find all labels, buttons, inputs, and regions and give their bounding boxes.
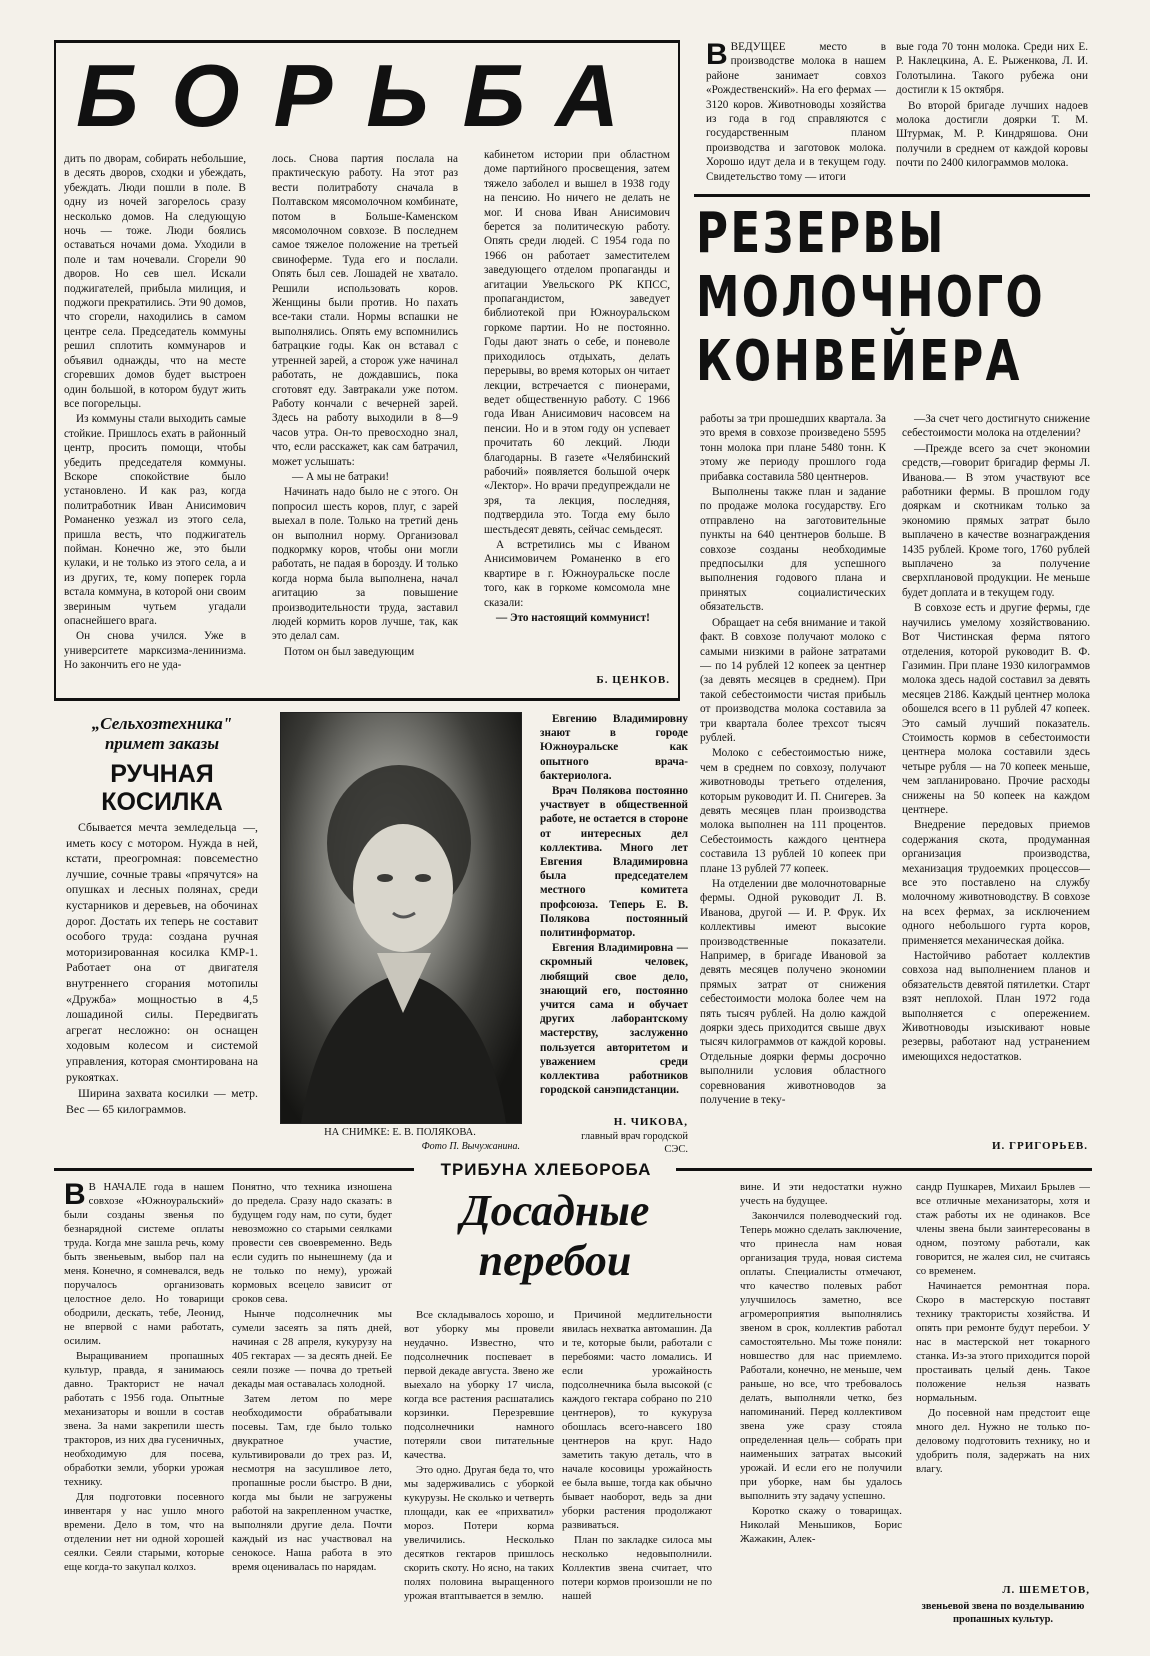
borba-column-2 (272, 152, 458, 692)
reserves-column-1 (700, 412, 886, 1156)
polyakova-paragraph: Евгения Владимировна — скромный человек, любящий свое дело, знающий его, постоянно учится сама и обучает других лаборантскому мастерству, заслуженно пользуется авторитетом и уважением среди коллектива работников городской санэпидстанции. (540, 942, 688, 1097)
borba-paragraph: Из коммуны стали выходить самые стойкие. Пришлось ехать в районный центр, просить помощи, чтобы убедить председателя коммуны. Вскоре спокойствие было установлено. И как раз, когда политработник Иван Анисимович Романенко уезжал из этого села, пришла весть, что поджигатель пойман. Конечно же, это были кулаки, и не только из этого села, а и из других, те, кому поперек горла встала коммуна, в которой они своим звериным чутьем угадали опаснейшего врага. (64, 413, 246, 627)
kosilka-paragraph: Сбывается мечта земледельца —, иметь косу с мотором. Нужда в ней, кстати, преогромная: повсеместно лучшие, сочные травы «прячутся» на опушках и лесных полянах, среди кустарников и деревьев, на обочинах дорог. Достать их теперь не составит особого труда: создана ручная моторизированная косилка КМР-1. Работает она от двигателя внутреннего сгорания мотопилы «Дружба» мощностью в 4,5 лошадиной силы. Передвигать агрегат несложно: он оснащен ходовым колесом и системой управления, которая смонтирована на рукоятках. (66, 820, 258, 1084)
dosadnye-title (420, 1186, 690, 1286)
reserves-paragraph: вые года 70 тонн молока. Среди них Е. Р. Наклецкина, А. Е. Рыженкова, Л. И. Голотылина. Такого рубежа они достигли к 15 октября. (896, 41, 1088, 97)
kosilka-body (66, 820, 258, 1150)
borba-column-1 (64, 152, 246, 692)
reserves-title-line: РЕЗЕРВЫ (696, 201, 946, 266)
borba-quote: — Это настоящий коммунист! (496, 612, 650, 624)
dosadnye-column-4 (562, 1308, 712, 1646)
dosadnye-author-role: звеньевой звена по возделыванию пропашных культур. (921, 1601, 1085, 1625)
dosadnye-rubric: ТРИБУНА ХЛЕБОРОБА (440, 1160, 652, 1179)
kosilka-paragraph: Ширина захвата косилки — метр. Вес — 65 килограммов. (66, 1086, 258, 1116)
dosadnye-paragraph: Начинается ремонтная пора. Скоро в мастерскую поставят технику трактористы хозяйства. И опять при ремонте будут перебои. У нас в мастерской нет токарного станка. Из-за этого приходится порой простаивать целый день. Такое положение нельзя назвать нормальным. (916, 1280, 1090, 1404)
dosadnye-column-1 (64, 1180, 224, 1646)
dosadnye-paragraph: План по закладке силоса мы несколько недовыполнили. Коллектив звена считает, что потери кормов произошли не по нашей (562, 1534, 712, 1602)
dosadnye-author: Л. ШЕМЕТОВ, (1002, 1584, 1090, 1596)
photo-caption: НА СНИМКЕ: Е. В. ПОЛЯКОВА. (324, 1127, 476, 1138)
kosilka-kicker-line: „Сельхозтехника" (91, 714, 233, 733)
borba-paragraph: дить по дворам, собирать небольшие, в десять дворов, сходки и убеждать, убеждать. Люди пошли в поле. В одну из ночей загорелось сразу несколько домов. На следующую ночь — тоже. Люди боялись оставаться ночами дома. Уходили в поле и там ночевали. Сгорели 90 дворов. Но сев шел. Искали поджигателей, прибыла милиция, и поджоги прекратились. Эти 90 домов, что сгорели, находились в самом центре села. Председатель коммуны решил сплотить коммунаров и объявил однажды, что на месте сгоревших домов будет выстроен один большой, в котором будут жить все погорельцы. (64, 153, 246, 410)
borba-right-rule (678, 40, 680, 700)
reserves-paragraph: Во второй бригаде лучших надоев молока достигли доярки Т. М. Штурмак, М. Р. Киндряшова. Они получили в среднем от каждой коровы почти по 2400 килограммов молока. (896, 99, 1088, 170)
borba-paragraph: кабинетом истории при областном доме партийного просвещения, затем тяжело заболел и вышел в 1938 году на пенсию. Но ничего не делать не мог. И снова Иван Анисимович берется за политическую работу. Опять среди людей. С 1954 года по 1966 он работает заместителем заведующего отделом пропаганды и агитации Увельского РК КПСС, пропагандистом, заведует библиотекой при Южноуральском горкоме партии. Но не постоянно. Годы дают знать о себе, и поневоле приходилось отдыхать, делать перерывы, во время которых он читает лекции, встречается с пионерами, ведет общественную работу. С 1966 года Иван Анисимович насовсем на пенсии. Но и в этом году он успевает прочитать 60 лекций. Люди благодарны. В газете «Челябинский рабочий» появляется большой очерк «Лектор». Но врачи предупреждали не зря, та лекция, последняя, подтвердила это. Тогда ему было шестьдесят девять, сейчас семьдесят. (484, 149, 670, 536)
reserves-top-rule (694, 194, 1090, 197)
reserves-paragraph: Обращает на себя внимание и такой факт. В совхозе получают молоко с самыми низкими в районе затратами — по 14 рублей 12 копеек за центнер (за девять месяцев в среднем). При такой себестоимости чистая прибыль от производства молока составила за три квартала более трехсот тысяч рублей. (700, 616, 886, 744)
polyakova-author: Н. ЧИКОВА, (613, 1116, 688, 1128)
dosadnye-paragraph: Нынче подсолнечник мы сумели засеять за пять дней, начиная с 28 апреля, кукурузу на 405 гектарах — за десять дней. Ее сеяли позже — почва до третьей декады мая оставалась холодной. (232, 1308, 392, 1390)
bottom-rule-left (54, 1168, 414, 1171)
portrait-photo (280, 712, 522, 1124)
dosadnye-paragraph: Это одно. Другая беда то, что мы задерживались с уборкой кукурузы. Не сколько и четверть площади, как ее «прихватил» мороз. Потери корма увеличились. Несколько десятков гектаров пришлось скорить скоту. Но ясно, на таких полях половина выращенного урожая втаптывается в землю. (404, 1464, 554, 1602)
dosadnye-column-2 (232, 1180, 392, 1646)
reserves-paragraph: —За счет чего достигнуто снижение себестоимости молока на отделении? (902, 413, 1090, 440)
reserves-title-line: КОНВЕЙЕРА (696, 329, 1022, 394)
dosadnye-paragraph: До посевной нам предстоит еще много дел. Нужно не только по-деловому подготовить технику, но и удобрить поля, задержать на них влагу. (916, 1407, 1090, 1475)
borba-paragraph: Потом он был заведующим (284, 645, 415, 658)
kosilka-title-line: РУЧНАЯ (110, 760, 214, 788)
dosadnye-paragraph: Для подготовки посевного инвентаря у нас ушло много времени. Дело в том, что на отделении нет ни одной хорошей сеялки. Сеяли старыми, которые еще когда-то закупал колхоз. (64, 1491, 224, 1573)
dosadnye-title-line: Досадные (460, 1186, 650, 1235)
borba-paragraph: лось. Снова партия послала на практическую работу. На этот раз вести политработу сначала в Полтавском мясомолочном комбинате, потом в Больше-Каменском мясомолочном совхозе. В последнем самое тяжелое положение на третьей свиноферме. Туда его и послали. Опять был сев. Лошадей не хватало. Решили использовать коров. Женщины были против. Но пахать все-таки стали. Нормы вспашки не выполнялись. Опять ему вспомнились батрацкие годы. Как он вставал с утренней зарей, а сторож уже начинал работать, не дождавшись, пока сготовят еду. Завтракали уже потом. Работу кончали с вечерней зарей. Здесь на работу выходили в 8—9 часов утра. Он-то превосходно знал, что, если расскажет, как сам батрачил, может услышать: (272, 153, 458, 468)
reserves-lead: ВВЕДУЩЕЕ место в производстве молока в нашем районе занимает совхоз «Рождественский». На его фермах — 3120 коров. Животноводы хозяйства из года в год справляются с государственным планом производства и заготовок молока. Хорошо идут дела и в текущем году. Свидетельство тому — итоги (706, 40, 886, 182)
dropcap: В (706, 40, 728, 71)
reserves-lead-column-1 (706, 40, 886, 182)
reserves-author: И. ГРИГОРЬЕВ. (991, 1140, 1088, 1152)
reserves-paragraph: Молоко с себестоимостью ниже, чем в среднем по совхозу, получают животноводы третьего отделения, которым руководит И. П. Снигерев. За девять месяцев план производства молока выполнен на 111 процентов. Себестоимость каждого центнера составила 13 рублей 10 копеек при плане 13 рублей 77 копеек. (700, 747, 886, 875)
reserves-title (696, 202, 1045, 394)
borba-paragraph: Он снова учился. Уже в университете марксизма-ленинизма. Но закончить его не уда- (64, 630, 246, 672)
borba-bottom-rule (54, 698, 680, 701)
borba-paragraph: А встретились мы с Иваном Анисимовичем Романенко в его квартире в г. Южноуральске после того, как в горкоме комсомола мне сказали: (484, 538, 670, 609)
borba-paragraph: Начинать надо было не с этого. Он попросил шесть коров, плуг, с зарей выехал в поле. Только на третий день он выполнил норму. Организовал подкормку коров, чтобы они могли работать, не падая в борозду. И только когда норма была выполнена, начал агитацию за повышение производительности труда, заставил людей кормить коров лучше, так, как это делал сам. (272, 486, 458, 643)
dosadnye-paragraph: Закончился полеводческий год. Теперь можно сделать заключение, что принесла нам новая организация труда, новая система оплаты. Специалисты отмечают, что качество полевых работ улучшилось заметно, все агромероприятия выполнялись звеном в срок, коллектив работал самостоятельно. Мы тоже поняли: новшество для нас приемлемо. Работали, конечно, не меньше, чем раньше, но все, что требовалось делать, выполняли четко, без напоминаний. Перед коллективом звена уже сразу стояла определенная цель— собрать при наименьших затратах высокий урожай. И если его не получили при уборке, нам бы удалось выполнить эту задачу успешно. (740, 1210, 902, 1502)
borba-column-3 (484, 148, 670, 670)
portrait-figure (281, 713, 521, 1123)
kosilka-kicker (66, 714, 258, 754)
reserves-paragraph: Внедрение передовых приемов содержания скота, продуманная организация производства, механизация трудоемких процессов—все это поставлено на службу молочному животноводству. В совхозе на всех фермах, за исключением одного небольшого гурта коров, применяется механическая дойка. (902, 819, 1090, 947)
dosadnye-paragraph: В В НАЧАЛЕ года в нашем совхозе «Южноуральский» были созданы звенья по безнарядной системе оплаты труда. Когда мне зашла речь, кому быть звеньевым, выбор пал на меня. Конечно, я сомневался, ведь поручалось организовать целостное дело. Но товарищи ободрили, дескать, тебе, Леонид, не впервой с нами работать, осилим. (64, 1180, 224, 1347)
borba-author: Б. ЦЕНКОВ. (596, 674, 670, 686)
reserves-lead-column-2 (896, 40, 1088, 182)
photo-credit: Фото П. Вычужанина. (421, 1141, 520, 1152)
dosadnye-paragraph: Выращиванием пропашных культур, правда, я занимаюсь давно. Тракторист не начал работать с 1956 года. Опытные механизаторы и вошли в состав звена. За нами закрепили шесть тракторов, из них два гусеничных, необходимую для посева, обработки земли, уборки урожая технику. (64, 1350, 224, 1488)
dropcap: В (64, 1180, 86, 1211)
reserves-title-line: МОЛОЧНОГО (696, 265, 1046, 330)
bottom-rule-right (676, 1168, 1092, 1171)
dosadnye-paragraph: Причиной медлительности явилась нехватка автомашин. Да и те, которые были, работали с перебоями: часто ломались. И если урожайность подсолнечника была высокой (с каждого гектара собрано по 210 центнеров), то кукуруза обошлась всего-навсего 180 центнеров на круг. Надо заметить такую деталь, что в начале косовицы урожайность ее была выше, тогда как обычно бывает наоборот, ведь за дни уборки растения продолжают развиваться. (562, 1309, 712, 1531)
reserves-paragraph: Выполнены также план и задание по продаже молока государству. Его отправлено на заготовительные пункты на 640 центнеров больше. В совхозе созданы необходимые предпосылки для успешного выполнения годового плана и принятых социалистических обязательств. (700, 486, 886, 614)
reserves-paragraph: работы за три прошедших квартала. За это время в совхозе произведено 5595 тонн молока при плане 5480 тонн. К этому же периоду прошлого года прибавка составила 580 центнеров. (700, 413, 886, 483)
dosadnye-column-6 (916, 1180, 1090, 1578)
polyakova-author-role: главный врач городской СЭС. (581, 1131, 688, 1155)
dosadnye-paragraph: Коротко скажу о товарищах. Николай Меньшиков, Борис Жажакин, Алек- (740, 1505, 902, 1545)
reserves-paragraph: На отделении две молочнотоварные фермы. Одной руководит Л. В. Иванова, другой — И. Р. Фрук. Их коллективы имеют высокие производственные показатели. Например, в бригаде Ивановой за девять месяцев получено экономии прямых затрат от снижения себестоимости молока более чем на пять тысяч рублей. На долю каждой доярки здесь приходится свыше двух тысяч килограммов от каждой коровы. Отдельные доярки фермы досрочно выполнили условия областного соревнования животноводов за получение в теку- (700, 878, 886, 1107)
polyakova-paragraph: Евгению Владимировну знают в городе Южноуральске как опытного врача-бактериолога. (540, 713, 688, 782)
dosadnye-paragraph: сандр Пушкарев, Михаил Брылев — все отличные механизаторы, хотя и стаж работы их не одинаков. Все члены звена были заинтересованы в одном, поэтому работали, как говорится, не жалея сил, не считаясь со временем. (916, 1181, 1090, 1277)
kosilka-title-line: КОСИЛКА (101, 788, 223, 816)
dosadnye-paragraph: Все складывалось хорошо, и вот уборку мы провели неудачно. Известно, что подсолнечник поспевает в первой декаде августа. Звено же выехало на уборку 17 числа, когда все растения расшатались корзинки. Перезревшие подсолнечники намного потеряли свои питательные качества. (404, 1309, 554, 1461)
reserves-paragraph: В совхозе есть и другие фермы, где научились умелому хозяйствованию. Вот Чистинская ферма пятого отделения, которой руководит В. Ф. Газимин. При плане 1930 килограммов молока здесь надой составил за девять месяцев 2186. Каждый центнер молока обошелся всего в 11 рублей 47 копеек. Это самый лучший показатель. Стоимость кормов в себестоимости центнера молока составили здесь четыре рубля — на 70 копеек меньше, чем запланировано. Прочие расходы снижены на 50 копеек на каждом центнере. (902, 602, 1090, 816)
dosadnye-column-5 (740, 1180, 902, 1646)
polyakova-paragraph: Врач Полякова постоянно участвует в общественной работе, не остается в стороне от интересных дел коллектива. Много лет Евгения Владимировна была председателем местного комитета профсоюза. Теперь Е. В. Полякова постоянный политинформатор. (540, 785, 688, 940)
borba-title: БОРЬБА (76, 46, 654, 145)
dosadnye-title-line: перебои (478, 1236, 632, 1285)
reserves-paragraph: —Прежде всего за счет экономии средств,—говорит бригадир фермы Л. Иванова.— В этом участвуют все работники фермы. В прошлом году дояркам и скотникам только за экономию прямых затрат было выплачено в качестве вознаграждения 1435 рублей. Кроме того, 1760 рублей выплачено за получение сверхплановой продукции. Не меньше будет доплата и в текущем году. (902, 442, 1090, 599)
borba-quote: — А мы не батраки! (292, 470, 390, 483)
borba-left-rule (54, 40, 56, 700)
reserves-column-2 (902, 412, 1090, 1138)
dosadnye-paragraph: Понятно, что техника изношена до предела. Сразу надо сказать: в будущем году нам, по сути, будет невозможно со старыми сеялками провести сев своевременно. Ведь если судить по нынешнему (да и не только по нему), урожай кормовых всецело зависит от сроков сева. (232, 1181, 392, 1305)
borba-top-rule (54, 40, 680, 43)
polyakova-body (540, 712, 688, 1112)
dosadnye-paragraph: Затем летом по мере необходимости обрабатывали посевы. Там, где было только двукратное участие, культивировали до трех раз. И, несмотря на засушливое лето, пропашные росли быстро. В дни, когда мы были не загружены работой на закрепленном участке, выполняли другие дела. Почти каждый из нас участвовал на сенокосе. Наша работа в это время оценивалась по нарядам. (232, 1393, 392, 1573)
kosilka-title (66, 760, 258, 816)
kosilka-kicker-line: примет заказы (104, 734, 220, 753)
dosadnye-paragraph: вине. И эти недостатки нужно учесть на будущее. (740, 1181, 902, 1207)
dosadnye-column-3 (404, 1308, 554, 1646)
reserves-paragraph: Настойчиво работает коллектив совхоза над выполнением планов и обязательств девятой пятилетки. Старт взят неплохой. План 1972 года выполняется с опережением. Животноводы изыскивают новые резервы, работают над устранением имеющихся недостатков. (902, 950, 1090, 1063)
